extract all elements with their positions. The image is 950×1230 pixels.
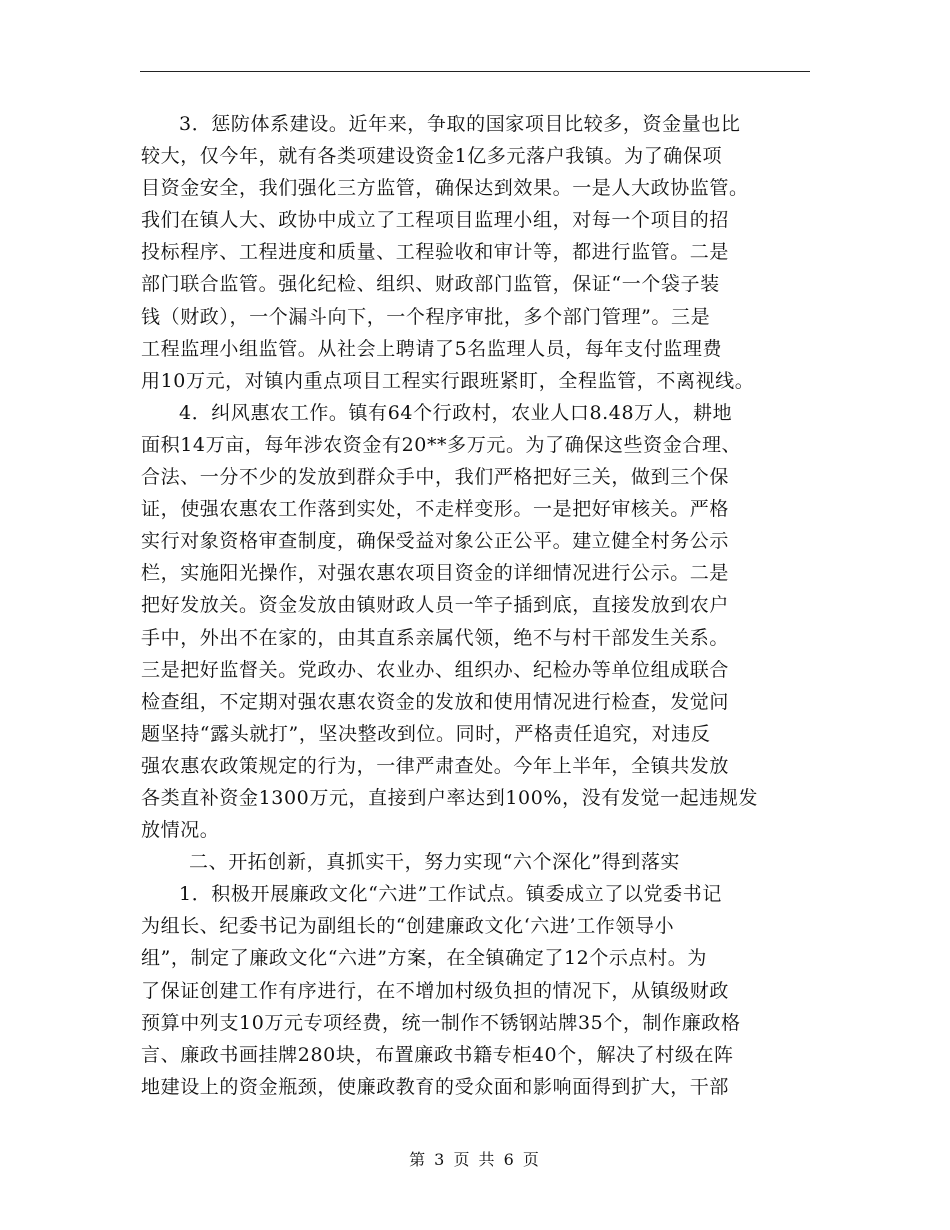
text-line: 各类直补资金1300万元，直接到户率达到100%，没有发觉一起违规发	[141, 786, 759, 809]
text-line: 放情况。	[141, 819, 220, 842]
text-line: 言、廉政书画挂牌280块，布置廉政书籍专柜40个，解决了村级在阵	[141, 1043, 734, 1066]
document-body	[141, 108, 813, 1103]
text-line: 检查组，不定期对强农惠农资金的发放和使用情况进行检查，发觉问	[141, 690, 730, 713]
text-line: 钱（财政），一个漏斗向下，一个程序审批，多个部门管理”。三是	[141, 305, 711, 328]
text-line: 部门联合监管。强化纪检、组织、财政部门监管，保证“一个袋子装	[141, 273, 720, 296]
text-line: 预算中列支10万元专项经费，统一制作不锈钢站牌35个，制作廉政格	[141, 1011, 741, 1034]
text-line: 用10万元，对镇内重点项目工程实行跟班紧盯，全程监管，不离视线。	[141, 369, 755, 392]
text-line: 地建设上的资金瓶颈，使廉政教育的受众面和影响面得到扩大，干部	[141, 1075, 730, 1098]
text-line: 证，使强农惠农工作落到实处，不走样变形。一是把好审核关。严格	[141, 498, 730, 521]
text-line: 了保证创建工作有序进行，在不增加村级负担的情况下，从镇级财政	[141, 979, 730, 1002]
text-line: 实行对象资格审查制度，确保受益对象公正公平。建立健全村务公示	[141, 530, 730, 553]
text-line: 手中，外出不在家的，由其直系亲属代领，绝不与村干部发生关系。	[141, 626, 730, 649]
section-heading: 二、开拓创新，真抓实干，努力实现“六个深化”得到落实	[189, 851, 681, 874]
text-line: 面积14万亩，每年涉农资金有20**多万元。为了确保这些资金合理、	[141, 433, 742, 456]
page-number-footer: 第 3 页 共 6 页	[409, 1150, 541, 1169]
text-line: 1．积极开展廉政文化“六进”工作试点。镇委成立了以党委书记	[179, 883, 722, 906]
text-line: 题坚持“露头就打”，坚决整改到位。同时，严格责任追究，对违反	[141, 722, 711, 745]
text-line: 目资金安全，我们强化三方监管，确保达到效果。一是人大政协监管。	[141, 177, 749, 200]
text-line: 较大，仅今年，就有各类项建设资金1亿多元落户我镇。为了确保项	[141, 145, 723, 168]
text-line: 为组长、纪委书记为副组长的“创建廉政文化‘六进’工作领导小	[141, 915, 675, 938]
text-line: 工程监理小组监管。从社会上聘请了5名监理人员，每年支付监理费	[141, 337, 723, 360]
text-line: 4．纠风惠农工作。镇有64个行政村，农业人口8.48万人，耕地	[179, 401, 733, 424]
header-rule	[140, 71, 810, 72]
text-line: 栏，实施阳光操作，对强农惠农项目资金的详细情况进行公示。二是	[141, 562, 730, 585]
text-line: 组”，制定了廉政文化“六进”方案，在全镇确定了12个示点村。为	[141, 947, 707, 970]
text-line: 合法、一分不少的发放到群众手中，我们严格把好三关，做到三个保	[141, 466, 730, 489]
text-line: 我们在镇人大、政协中成立了工程项目监理小组，对每一个项目的招	[141, 209, 730, 232]
text-line: 3．惩防体系建设。近年来，争取的国家项目比较多，资金量也比	[179, 113, 741, 135]
text-line: 投标程序、工程进度和质量、工程验收和审计等，都进行监管。二是	[141, 241, 730, 264]
text-line: 把好发放关。资金发放由镇财政人员一竿子插到底，直接发放到农户	[141, 594, 730, 617]
text-line: 三是把好监督关。党政办、农业办、组织办、纪检办等单位组成联合	[141, 658, 730, 681]
text-line: 强农惠农政策规定的行为，一律严肃查处。今年上半年，全镇共发放	[141, 754, 730, 777]
